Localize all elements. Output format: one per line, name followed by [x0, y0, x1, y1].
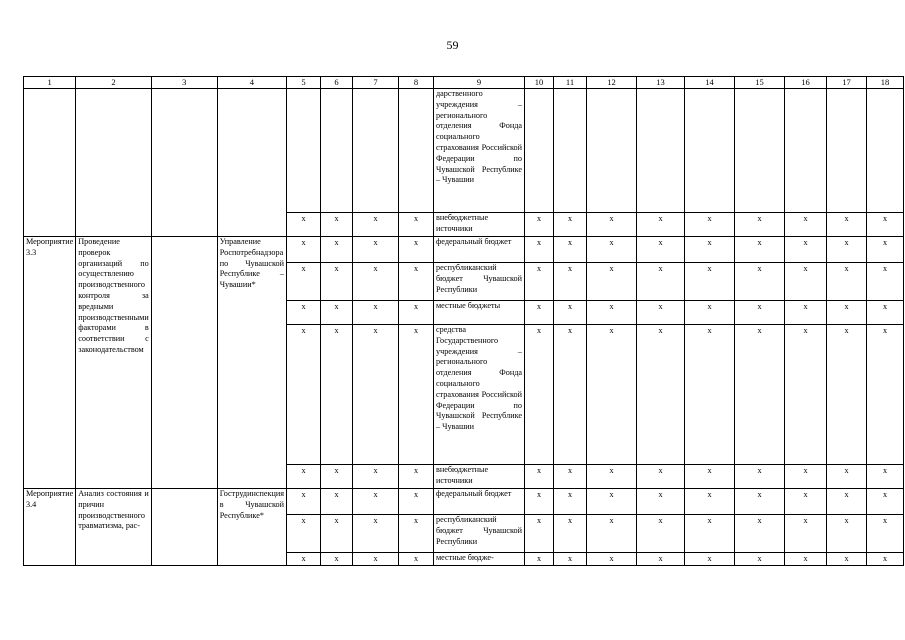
x-mark: х [587, 515, 637, 553]
header-cell: 1 [24, 77, 76, 89]
x-mark: х [287, 301, 321, 325]
header-cell: 11 [554, 77, 587, 89]
x-mark: х [735, 301, 785, 325]
x-mark: х [587, 465, 637, 489]
x-mark: х [525, 237, 554, 263]
x-mark: х [525, 465, 554, 489]
x-mark: х [321, 237, 353, 263]
funding-source: республиканский бюджет Чувашской Республики [434, 263, 525, 301]
x-mark: х [785, 553, 827, 566]
x-mark: х [685, 213, 735, 237]
cell-empty [554, 89, 587, 213]
cell-empty [637, 89, 685, 213]
x-mark: х [525, 213, 554, 237]
x-mark: х [637, 237, 685, 263]
cell-empty [525, 89, 554, 213]
x-mark: х [399, 263, 434, 301]
header-cell: 12 [587, 77, 637, 89]
x-mark: х [827, 237, 867, 263]
header-cell: 9 [434, 77, 525, 89]
x-mark: х [827, 515, 867, 553]
x-mark: х [637, 553, 685, 566]
x-mark: х [287, 325, 321, 465]
cell-empty [785, 89, 827, 213]
x-mark: х [399, 515, 434, 553]
x-mark: х [399, 465, 434, 489]
x-mark: х [287, 553, 321, 566]
x-mark: х [287, 263, 321, 301]
x-mark: х [735, 489, 785, 515]
x-mark: х [321, 489, 353, 515]
table-row [24, 489, 904, 515]
x-mark: х [637, 263, 685, 301]
funding-source: внебюджетные источники [434, 213, 525, 237]
x-mark: х [685, 489, 735, 515]
page-number: 59 [446, 38, 459, 52]
x-mark: х [827, 489, 867, 515]
x-mark: х [525, 301, 554, 325]
x-mark: х [525, 325, 554, 465]
x-mark: х [587, 213, 637, 237]
header-cell: 15 [735, 77, 785, 89]
funding-source: средства Государственного учреждения – регионального отделения Фонда социального страхования Российской Федерации по Чувашской Республике – Чувашии [434, 325, 525, 465]
x-mark: х [785, 213, 827, 237]
header-cell: 17 [827, 77, 867, 89]
x-mark: х [287, 213, 321, 237]
x-mark: х [867, 301, 904, 325]
cell-empty [399, 89, 434, 213]
x-mark: х [587, 237, 637, 263]
x-mark: х [827, 553, 867, 566]
x-mark: х [353, 465, 399, 489]
x-mark: х [827, 213, 867, 237]
activity-code: Мероприятие 3.4 [24, 489, 76, 566]
funding-source: республиканский бюджет Чувашской Республики [434, 515, 525, 553]
x-mark: х [785, 325, 827, 465]
header-cell: 6 [321, 77, 353, 89]
x-mark: х [353, 237, 399, 263]
x-mark: х [785, 301, 827, 325]
x-mark: х [867, 263, 904, 301]
activity-name: Проведение проверок организаций по осуществлению производственного контроля за вредными производственными факторами в соответствии с законодательством [76, 237, 152, 489]
x-mark: х [735, 515, 785, 553]
cell-empty [827, 89, 867, 213]
x-mark: х [587, 325, 637, 465]
x-mark: х [353, 515, 399, 553]
x-mark: х [685, 237, 735, 263]
x-mark: х [287, 489, 321, 515]
funding-source: федеральный бюджет [434, 489, 525, 515]
cell-empty [151, 237, 217, 489]
activity-name: Анализ состояния и причин производственного травматизма, рас- [76, 489, 152, 566]
budget-table [23, 76, 904, 566]
header-cell: 13 [637, 77, 685, 89]
x-mark: х [735, 263, 785, 301]
x-mark: х [554, 489, 587, 515]
header-cell: 3 [151, 77, 217, 89]
x-mark: х [554, 301, 587, 325]
x-mark: х [867, 213, 904, 237]
x-mark: х [685, 325, 735, 465]
x-mark: х [637, 213, 685, 237]
header-cell: 14 [685, 77, 735, 89]
x-mark: х [587, 263, 637, 301]
x-mark: х [554, 325, 587, 465]
x-mark: х [399, 237, 434, 263]
x-mark: х [399, 301, 434, 325]
x-mark: х [321, 515, 353, 553]
x-mark: х [735, 553, 785, 566]
x-mark: х [867, 465, 904, 489]
cell-empty [735, 89, 785, 213]
x-mark: х [353, 553, 399, 566]
x-mark: х [321, 301, 353, 325]
x-mark: х [685, 515, 735, 553]
x-mark: х [321, 213, 353, 237]
cell-empty [151, 89, 217, 237]
x-mark: х [353, 489, 399, 515]
x-mark: х [525, 489, 554, 515]
x-mark: х [554, 263, 587, 301]
x-mark: х [685, 553, 735, 566]
x-mark: х [637, 325, 685, 465]
x-mark: х [525, 553, 554, 566]
x-mark: х [554, 553, 587, 566]
x-mark: х [399, 489, 434, 515]
activity-code: Мероприятие 3.3 [24, 237, 76, 489]
activity-executor: Гострудинспекция в Чувашской Республике* [217, 489, 286, 566]
header-cell: 4 [217, 77, 286, 89]
cell-empty [287, 89, 321, 213]
x-mark: х [785, 515, 827, 553]
x-mark: х [827, 465, 867, 489]
x-mark: х [554, 237, 587, 263]
x-mark: х [637, 465, 685, 489]
x-mark: х [321, 325, 353, 465]
x-mark: х [353, 263, 399, 301]
x-mark: х [637, 515, 685, 553]
x-mark: х [867, 515, 904, 553]
x-mark: х [287, 237, 321, 263]
x-mark: х [827, 301, 867, 325]
x-mark: х [785, 489, 827, 515]
x-mark: х [399, 553, 434, 566]
x-mark: х [321, 263, 353, 301]
header-cell: 16 [785, 77, 827, 89]
x-mark: х [353, 213, 399, 237]
cell-empty [587, 89, 637, 213]
x-mark: х [287, 515, 321, 553]
funding-source: местные бюдже- [434, 553, 525, 566]
x-mark: х [785, 263, 827, 301]
header-cell: 8 [399, 77, 434, 89]
x-mark: х [399, 325, 434, 465]
x-mark: х [685, 263, 735, 301]
activity-executor: Управление Роспотребнадзора по Чувашской Республике – Чувашии* [217, 237, 286, 489]
cell-empty [76, 89, 152, 237]
x-mark: х [735, 325, 785, 465]
x-mark: х [287, 465, 321, 489]
funding-source: дарственного учреждения – регионального отделения Фонда социального страхования Российской Федерации по Чувашской Республике – Чувашии [434, 89, 525, 213]
table-row [24, 237, 904, 263]
header-cell: 10 [525, 77, 554, 89]
header-cell: 7 [353, 77, 399, 89]
x-mark: х [685, 465, 735, 489]
cell-empty [321, 89, 353, 213]
cell-empty [353, 89, 399, 213]
header-cell: 2 [76, 77, 152, 89]
cell-empty [685, 89, 735, 213]
cell-empty [867, 89, 904, 213]
x-mark: х [867, 553, 904, 566]
x-mark: х [785, 465, 827, 489]
header-cell: 5 [287, 77, 321, 89]
table-row [24, 89, 904, 213]
x-mark: х [867, 489, 904, 515]
x-mark: х [637, 489, 685, 515]
x-mark: х [321, 553, 353, 566]
funding-source: федеральный бюджет [434, 237, 525, 263]
x-mark: х [525, 515, 554, 553]
x-mark: х [827, 325, 867, 465]
x-mark: х [867, 237, 904, 263]
x-mark: х [321, 465, 353, 489]
funding-source: местные бюджеты [434, 301, 525, 325]
x-mark: х [827, 263, 867, 301]
x-mark: х [587, 489, 637, 515]
x-mark: х [587, 301, 637, 325]
x-mark: х [554, 515, 587, 553]
x-mark: х [685, 301, 735, 325]
x-mark: х [554, 465, 587, 489]
x-mark: х [353, 325, 399, 465]
x-mark: х [587, 553, 637, 566]
x-mark: х [525, 263, 554, 301]
x-mark: х [785, 237, 827, 263]
x-mark: х [554, 213, 587, 237]
x-mark: х [735, 237, 785, 263]
header-row [24, 77, 904, 89]
cell-empty [217, 89, 286, 237]
funding-source: внебюджетные источники [434, 465, 525, 489]
cell-empty [24, 89, 76, 237]
x-mark: х [353, 301, 399, 325]
cell-empty [151, 489, 217, 566]
x-mark: х [637, 301, 685, 325]
header-cell: 18 [867, 77, 904, 89]
x-mark: х [867, 325, 904, 465]
x-mark: х [735, 465, 785, 489]
x-mark: х [735, 213, 785, 237]
x-mark: х [399, 213, 434, 237]
